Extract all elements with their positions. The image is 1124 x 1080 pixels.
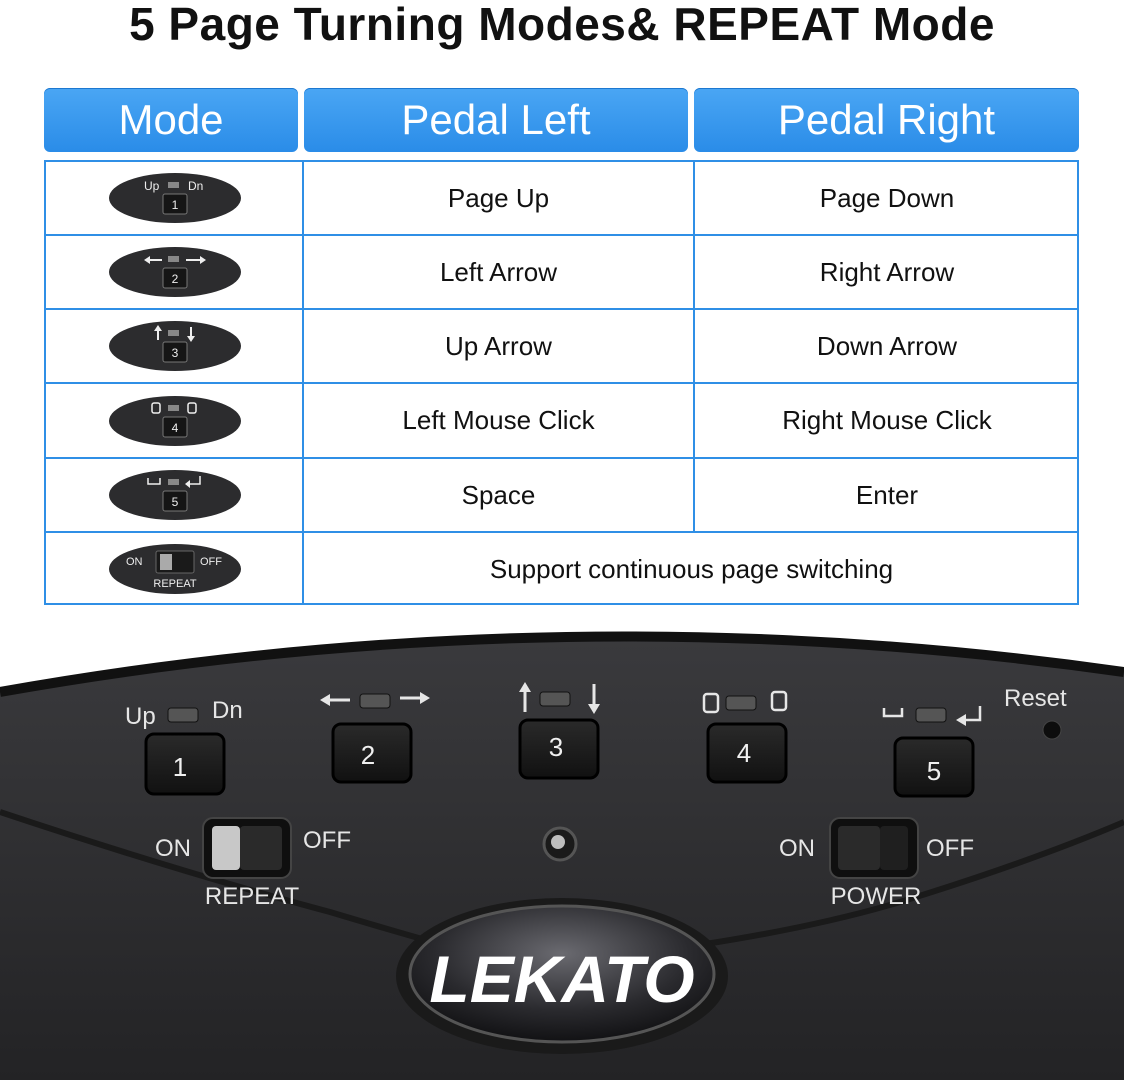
header-mode: Mode xyxy=(44,88,298,152)
mode-1-number: 1 xyxy=(171,198,179,212)
repeat-icon-off: OFF xyxy=(200,556,222,568)
repeat-icon-on: ON xyxy=(126,556,143,568)
row4-right: Right Mouse Click xyxy=(782,405,992,435)
repeat-icon-label: REPEAT xyxy=(153,578,197,590)
device-power-label: POWER xyxy=(830,883,922,910)
device-button-1-number: 1 xyxy=(172,752,188,782)
row2-right: Right Arrow xyxy=(819,256,955,287)
pedal-device-photo xyxy=(0,612,1124,1080)
header-pedal-left: Pedal Left xyxy=(304,88,688,152)
device-dn-label: Dn xyxy=(212,697,243,724)
mode-5-number: 5 xyxy=(171,495,179,509)
device-repeat-label: REPEAT xyxy=(204,883,300,910)
reset-hole-icon xyxy=(1043,721,1061,739)
device-button-2-number: 2 xyxy=(360,740,376,770)
row3-left: Up Arrow xyxy=(445,330,552,361)
row1-left: Page Up xyxy=(447,182,550,213)
mode-1-up-label: Up xyxy=(144,179,160,193)
device-up-label: Up xyxy=(125,703,156,730)
mode-1-dn-label: Dn xyxy=(188,179,204,193)
row3-right: Down Arrow xyxy=(816,330,958,361)
mode-3-icon xyxy=(108,320,242,372)
mode-3-number: 3 xyxy=(171,346,179,360)
device-repeat-off: OFF xyxy=(303,827,351,854)
device-power-off: OFF xyxy=(926,835,974,862)
repeat-description: Support continuous page switching xyxy=(489,553,894,584)
device-button-3-number: 3 xyxy=(548,732,564,762)
row4-left: Left Mouse Click xyxy=(402,405,595,435)
reset-label: Reset xyxy=(1004,685,1067,712)
logo-text: LEKATO xyxy=(429,942,695,1016)
header-pedal-right: Pedal Right xyxy=(694,88,1079,152)
modes-table xyxy=(44,160,1079,605)
lekato-logo xyxy=(396,898,728,1054)
mode-2-number: 2 xyxy=(171,272,179,286)
device-power-on: ON xyxy=(779,835,815,862)
page-title: 5 Page Turning Modes& REPEAT Mode xyxy=(129,0,995,50)
mode-4-number: 4 xyxy=(171,421,179,435)
row2-left: Left Arrow xyxy=(439,256,558,287)
row1-right: Page Down xyxy=(819,182,955,213)
row5-left: Space xyxy=(461,479,536,510)
row5-right: Enter xyxy=(855,479,919,510)
device-button-5-number: 5 xyxy=(926,756,942,786)
device-repeat-on: ON xyxy=(155,835,191,862)
mode-4-icon xyxy=(108,395,242,447)
repeat-switch-icon xyxy=(108,543,242,595)
device-button-4-number: 4 xyxy=(736,738,752,768)
mode-2-icon xyxy=(108,246,242,298)
mode-5-icon xyxy=(108,469,242,521)
mode-1-icon xyxy=(108,172,242,224)
